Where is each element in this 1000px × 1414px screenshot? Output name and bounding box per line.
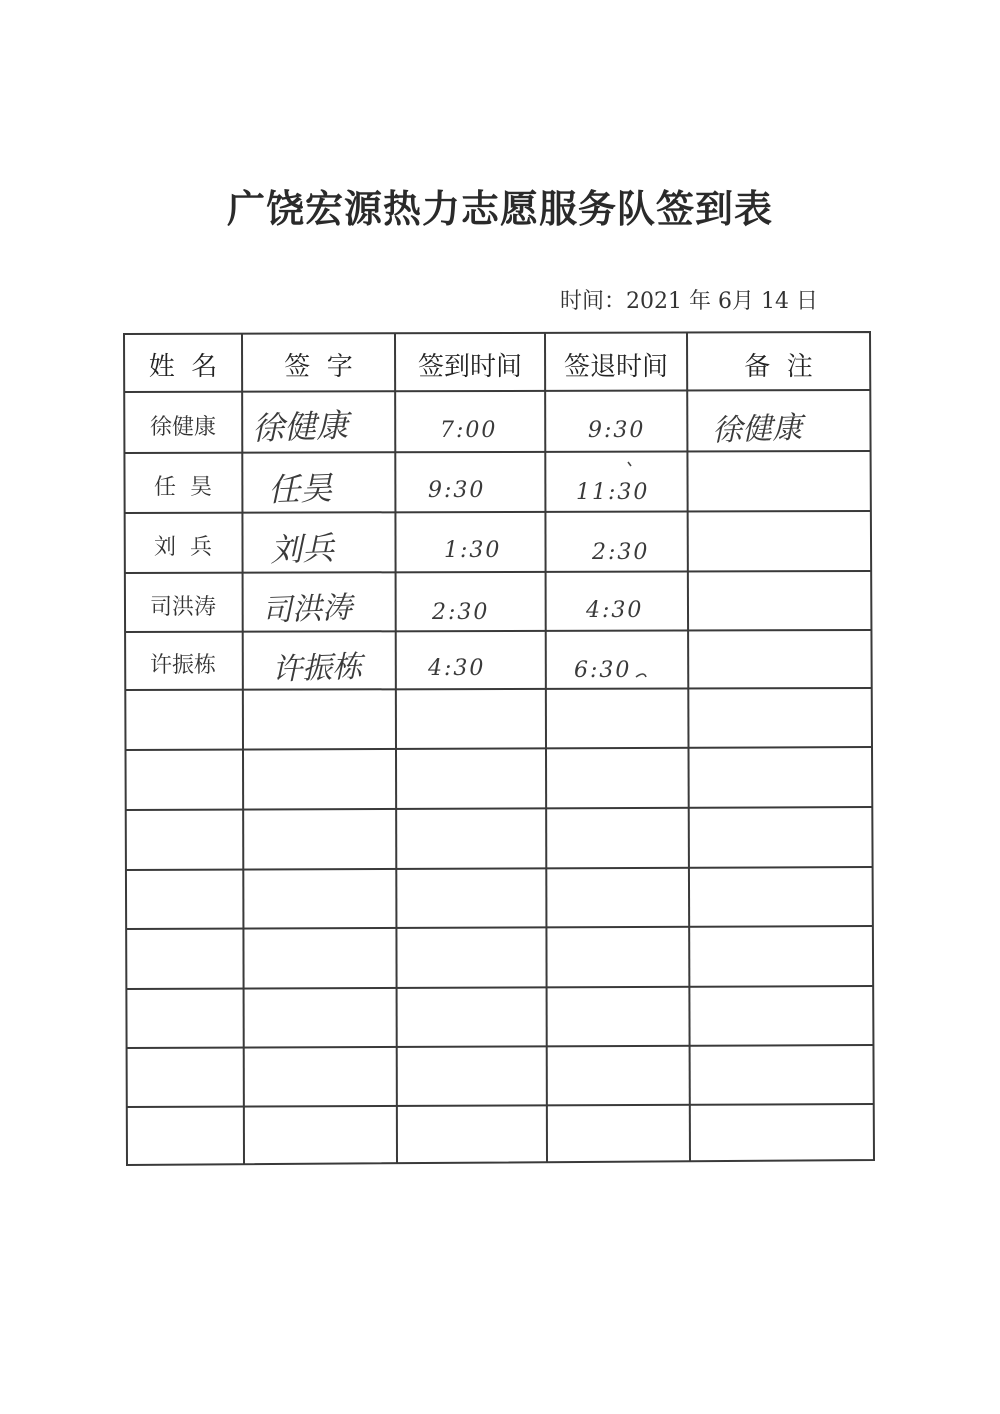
pen-stroke [636, 674, 646, 677]
row-name: 司洪涛 [149, 595, 216, 620]
row-sign-in: 7:00 [440, 418, 498, 443]
row-sign-in: 2:30 [432, 600, 490, 625]
row-sign-out: 11:30 [576, 480, 650, 505]
row-line [125, 807, 872, 810]
row-sign-in: 9:30 [428, 478, 486, 503]
header-remark: 备 注 [744, 352, 813, 382]
row-line [127, 1104, 874, 1107]
date-value: 2021 年 6月 14 日 [626, 289, 818, 314]
row-line [125, 688, 872, 690]
page-title: 广饶宏源热力志愿服务队签到表 [226, 187, 773, 231]
row-name: 徐健康 [149, 415, 216, 440]
row-name: 任 昊 [154, 475, 212, 500]
row-sign-in: 1:30 [444, 538, 502, 563]
row-line [126, 867, 872, 870]
row-signature: 司洪涛 [261, 590, 353, 629]
row-line [126, 986, 873, 989]
row-name: 刘 兵 [154, 535, 212, 560]
row-sign-out: 2:30 [592, 540, 650, 565]
header-signature: 签 字 [284, 352, 353, 382]
row-line [125, 747, 872, 750]
row-line [126, 926, 873, 929]
row-sign-out: 4:30 [586, 598, 644, 623]
row-remark: 徐健康 [711, 410, 803, 449]
row-sign-out: 9:30 [588, 418, 646, 443]
row-line [126, 1045, 873, 1048]
row-line [125, 571, 871, 573]
row-line [125, 630, 872, 632]
row-line [125, 511, 871, 513]
row-line [124, 451, 871, 453]
row-line [124, 390, 871, 392]
row-sign-in: 4:30 [428, 656, 486, 681]
row-signature: 任昊 [267, 468, 333, 510]
row-signature: 许振栋 [271, 649, 363, 688]
header-sign-in-time: 签到时间 [417, 352, 522, 382]
pen-stroke [628, 462, 631, 466]
header-name: 姓 名 [148, 352, 218, 382]
row-signature: 刘兵 [269, 528, 335, 570]
date-label: 时间： [560, 289, 627, 314]
header-sign-out-time: 签退时间 [563, 352, 668, 382]
row-signature: 徐健康 [251, 406, 349, 448]
row-sign-out: 6:30 [574, 658, 632, 683]
row-name: 许振栋 [149, 653, 216, 678]
